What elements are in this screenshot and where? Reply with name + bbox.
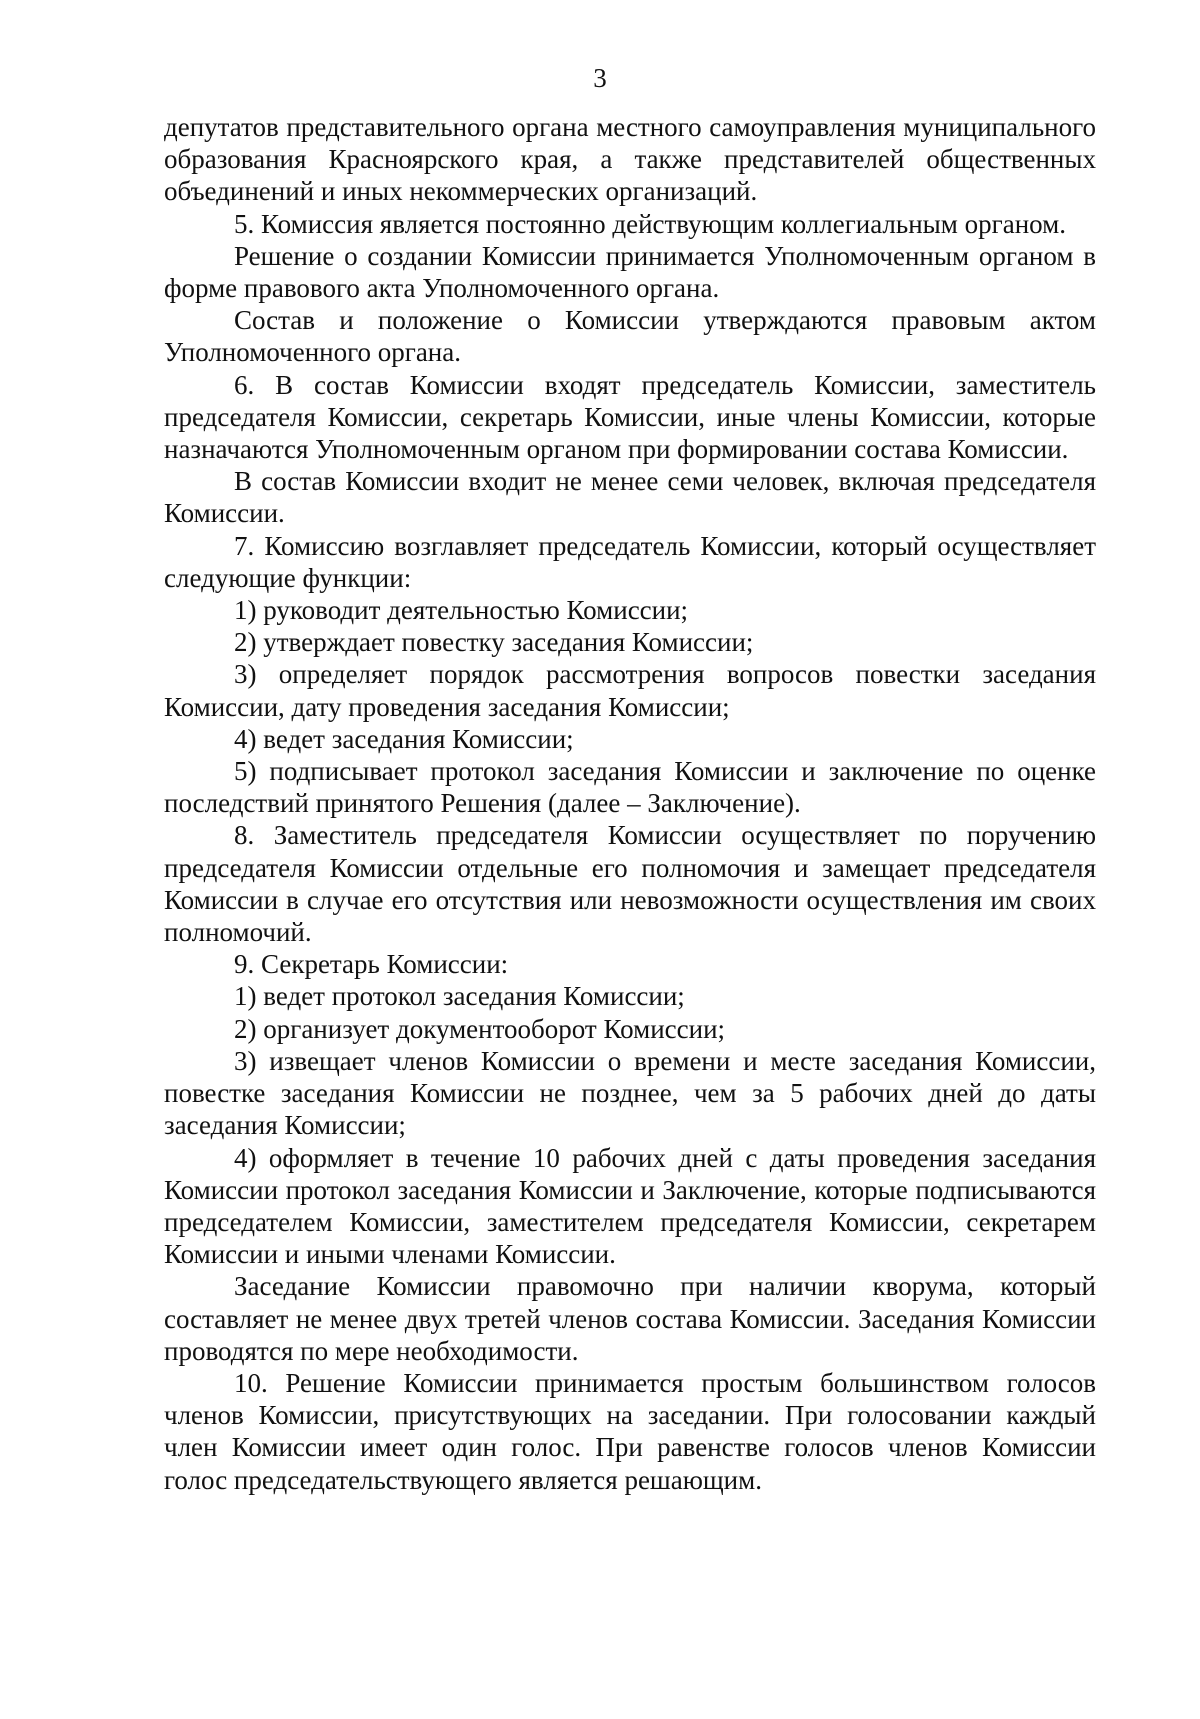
paragraph-item-10: 10. Решение Комиссии принимается простым большинством голосов членов Комиссии, присутствующих на заседании. При голосовании каждый член Комиссии имеет один голос. При равенстве голосов членов Комиссии голос председательствующего является решающим.	[164, 1367, 1096, 1495]
paragraph: Заседание Комиссии правомочно при наличии кворума, который составляет не менее двух третей членов состава Комиссии. Заседания Комиссии проводятся по мере необходимости.	[164, 1271, 1096, 1366]
paragraph-item-7: 7. Комиссию возглавляет председатель Комиссии, который осуществляет следующие функции:	[164, 530, 1096, 593]
paragraph: Состав и положение о Комиссии утверждаются правовым актом Уполномоченного органа.	[164, 305, 1096, 368]
document-body	[164, 111, 1096, 1496]
list-item: 2) организует документооборот Комиссии;	[234, 1013, 726, 1044]
page-number: 3	[593, 63, 607, 93]
list-item: 4) ведет заседания Комиссии;	[234, 723, 574, 754]
list-item: 1) ведет протокол заседания Комиссии;	[234, 981, 685, 1012]
paragraph-item-8: 8. Заместитель председателя Комиссии осуществляет по поручению председателя Комиссии отдельные его полномочия и замещает председателя Комиссии в случае его отсутствия или невозможности осуществления им своих полномочий.	[164, 820, 1096, 948]
list-item: 1) руководит деятельностью Комиссии;	[234, 595, 689, 626]
list-item: 3) определяет порядок рассмотрения вопросов повестки заседания Комиссии, дату проведения заседания Комиссии;	[164, 659, 1096, 722]
paragraph-continuation: депутатов представительного органа местного самоуправления муниципального образования Красноярского края, а также представителей общественных объединений и иных некоммерческих организаций.	[164, 112, 1096, 207]
list-item: 3) извещает членов Комиссии о времени и месте заседания Комиссии, повестке заседания Комиссии не позднее, чем за 5 рабочих дней до даты заседания Комиссии;	[164, 1045, 1096, 1141]
paragraph-item-9: 9. Секретарь Комиссии:	[234, 949, 509, 980]
paragraph-item-6: 6. В состав Комиссии входят председатель Комиссии, заместитель председателя Комиссии, секретарь Комиссии, иные члены Комиссии, которые назначаются Уполномоченным органом при формировании состава Комиссии.	[164, 369, 1096, 465]
paragraph: В состав Комиссии входит не менее семи человек, включая председателя Комиссии.	[164, 466, 1096, 529]
paragraph: Решение о создании Комиссии принимается Уполномоченным органом в форме правового акта Уполномоченного органа.	[164, 240, 1096, 304]
list-item: 5) подписывает протокол заседания Комиссии и заключение по оценке последствий принятого Решения (далее – Заключение).	[164, 756, 1096, 819]
list-item: 2) утверждает повестку заседания Комиссии;	[234, 627, 754, 658]
paragraph-item-5: 5. Комиссия является постоянно действующим коллегиальным органом.	[234, 208, 1066, 239]
list-item: 4) оформляет в течение 10 рабочих дней с даты проведения заседания Комиссии протокол заседания Комиссии и Заключение, которые подписываются председателем Комиссии, заместителем председателя Комиссии, секретарем Комиссии и иными членами Комиссии.	[164, 1142, 1096, 1270]
